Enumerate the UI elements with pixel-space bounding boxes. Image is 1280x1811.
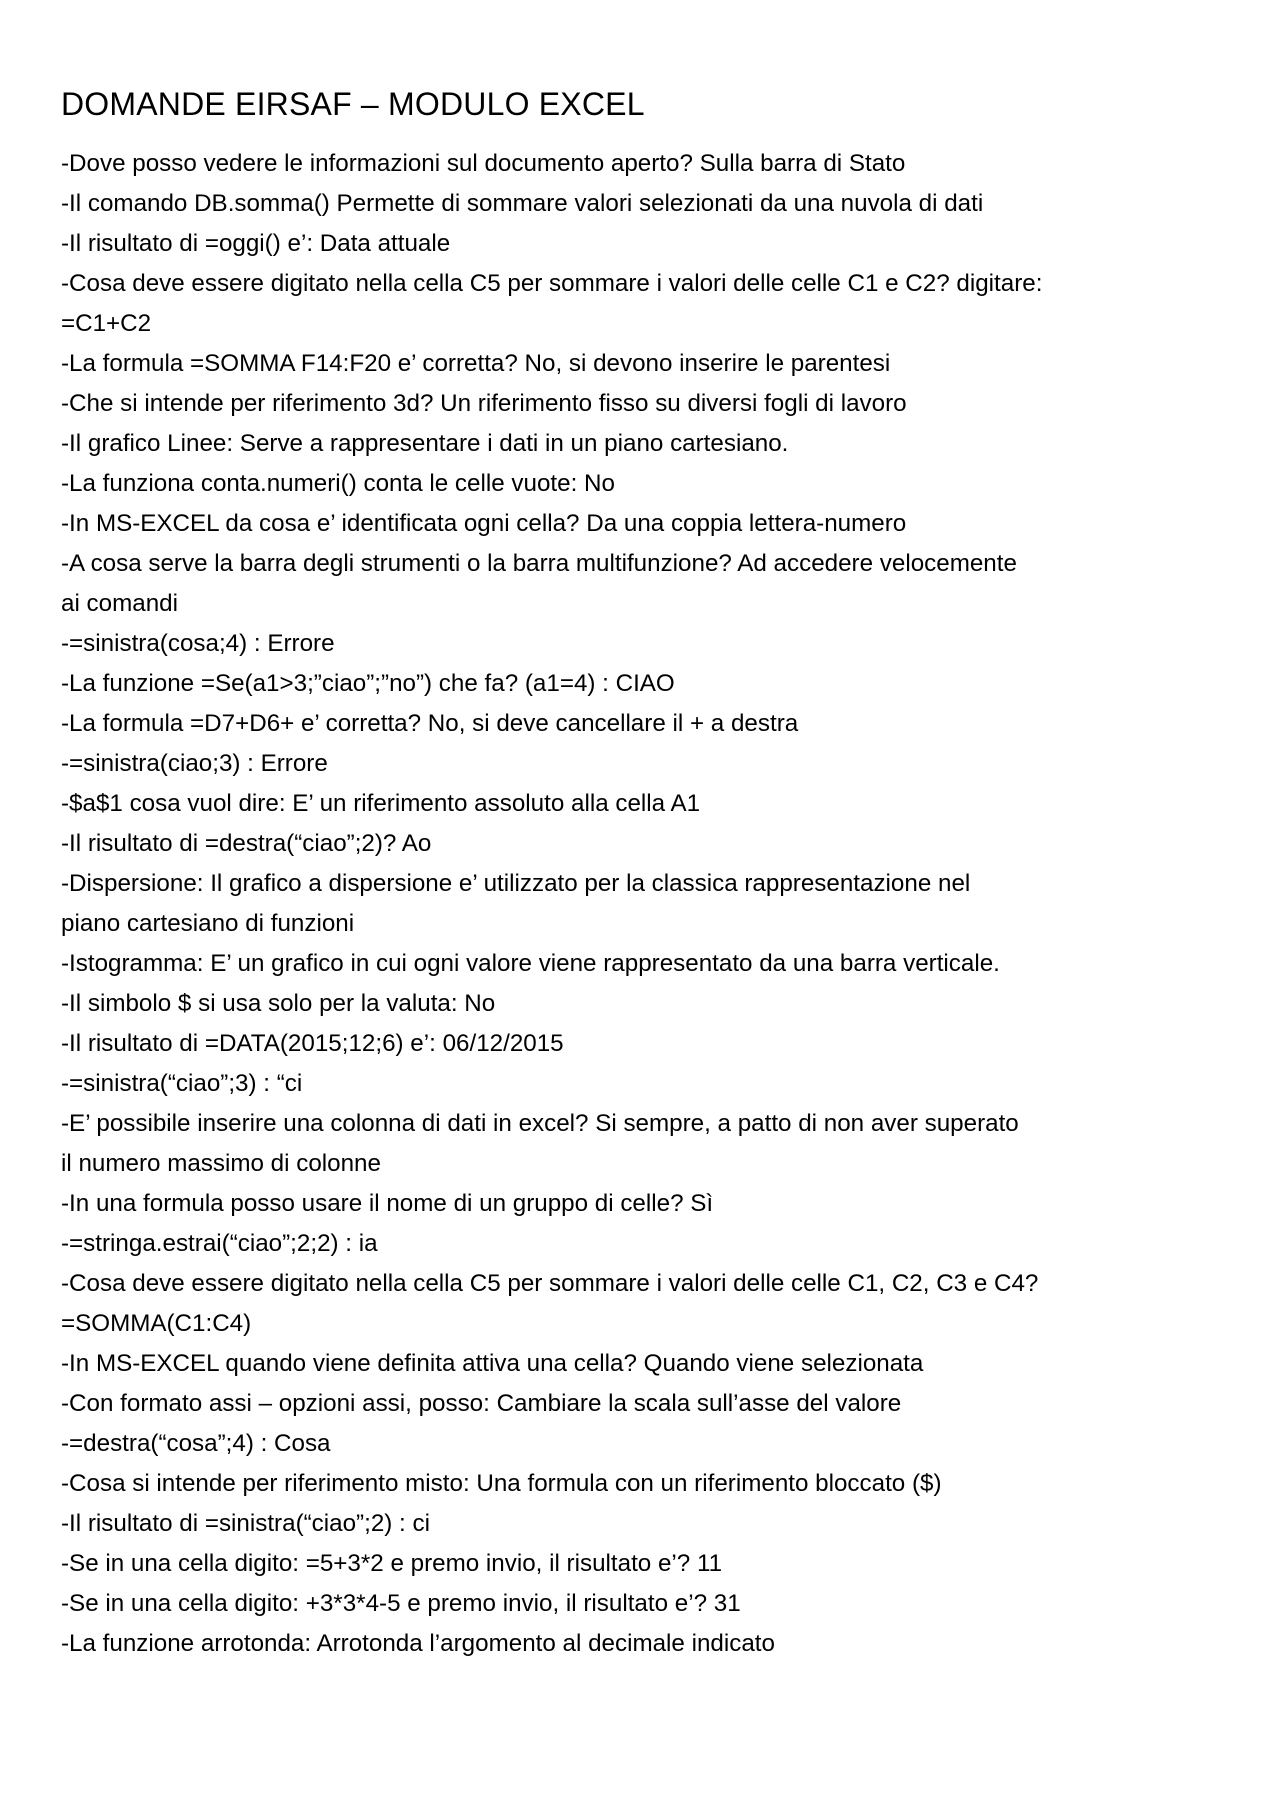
question-line: -Il risultato di =destra(“ciao”;2)? Ao [61, 830, 432, 857]
question-line: -In MS-EXCEL da cosa e’ identificata ogni cella? Da una coppia lettera-numero [61, 510, 907, 537]
question-line: -Istogramma: E’ un grafico in cui ogni valore viene rappresentato da una barra verticale. [61, 950, 1000, 977]
question-line: -Cosa deve essere digitato nella cella C5 per sommare i valori delle celle C1 e C2? digitare: [61, 270, 1043, 297]
question-line: -Il comando DB.somma() Permette di sommare valori selezionati da una nuvola di dati [61, 190, 984, 217]
question-line: -E’ possibile inserire una colonna di dati in excel? Si sempre, a patto di non aver superato [61, 1110, 1019, 1137]
question-line: -Dove posso vedere le informazioni sul documento aperto? Sulla barra di Stato [61, 150, 906, 177]
question-line: -In MS-EXCEL quando viene definita attiva una cella? Quando viene selezionata [61, 1350, 924, 1377]
question-line: piano cartesiano di funzioni [61, 910, 355, 937]
question-line: -Cosa deve essere digitato nella cella C5 per sommare i valori delle celle C1, C2, C3 e C4? [61, 1270, 1039, 1297]
question-line: -Se in una cella digito: +3*3*4-5 e premo invio, il risultato e’? 31 [61, 1590, 741, 1617]
question-line: -Dispersione: Il grafico a dispersione e’ utilizzato per la classica rappresentazione nel [61, 870, 971, 897]
question-line: -=destra(“cosa”;4) : Cosa [61, 1430, 331, 1457]
question-line: -La funzione =Se(a1>3;”ciao”;”no”) che fa? (a1=4) : CIAO [61, 670, 675, 697]
question-line: -La funzione arrotonda: Arrotonda l’argomento al decimale indicato [61, 1630, 775, 1657]
question-line: -Il grafico Linee: Serve a rappresentare i dati in un piano cartesiano. [61, 430, 789, 457]
question-line: -Se in una cella digito: =5+3*2 e premo invio, il risultato e’? 11 [61, 1550, 723, 1577]
document-page [61, 82, 1221, 1664]
question-line: =SOMMA(C1:C4) [61, 1310, 252, 1337]
question-line: il numero massimo di colonne [61, 1150, 381, 1177]
question-line: -$a$1 cosa vuol dire: E’ un riferimento assoluto alla cella A1 [61, 790, 701, 817]
question-line: -Il risultato di =DATA(2015;12;6) e’: 06/12/2015 [61, 1030, 564, 1057]
question-line: -=sinistra(cosa;4) : Errore [61, 630, 335, 657]
question-line: -=sinistra(ciao;3) : Errore [61, 750, 328, 777]
question-line: -La formula =SOMMA F14:F20 e’ corretta? No, si devono inserire le parentesi [61, 350, 891, 377]
question-line: -Il risultato di =sinistra(“ciao”;2) : ci [61, 1510, 430, 1537]
question-line: -Il risultato di =oggi() e’: Data attuale [61, 230, 451, 257]
document-title: DOMANDE EIRSAF – MODULO EXCEL [61, 86, 645, 122]
question-line: -=stringa.estrai(“ciao”;2;2) : ia [61, 1230, 378, 1257]
question-line: -A cosa serve la barra degli strumenti o la barra multifunzione? Ad accedere velocemente [61, 550, 1017, 577]
question-line: -La funziona conta.numeri() conta le celle vuote: No [61, 470, 615, 497]
question-list [61, 144, 1221, 1664]
question-line: -Che si intende per riferimento 3d? Un riferimento fisso su diversi fogli di lavoro [61, 390, 907, 417]
question-line: -In una formula posso usare il nome di un gruppo di celle? Sì [61, 1190, 714, 1217]
question-line: -Il simbolo $ si usa solo per la valuta: No [61, 990, 496, 1017]
question-line: -Cosa si intende per riferimento misto: Una formula con un riferimento bloccato ($) [61, 1470, 942, 1497]
question-line: ai comandi [61, 590, 178, 617]
question-line: -La formula =D7+D6+ e’ corretta? No, si deve cancellare il + a destra [61, 710, 799, 737]
question-line: -=sinistra(“ciao”;3) : “ci [61, 1070, 303, 1097]
question-line: -Con formato assi – opzioni assi, posso: Cambiare la scala sull’asse del valore [61, 1390, 902, 1417]
question-line: =C1+C2 [61, 310, 152, 337]
